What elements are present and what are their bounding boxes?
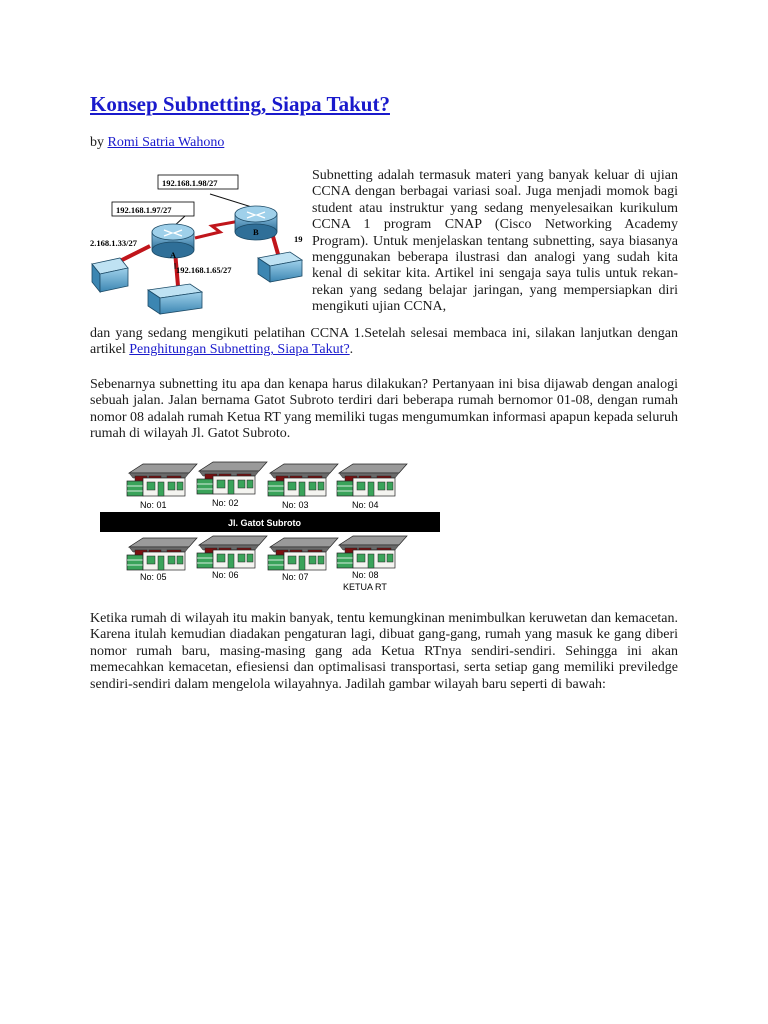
paragraph-2: Sebenarnya subnetting itu apa dan kenapa harus dilakukan? Pertanyaan ini bisa dijawab dengan analogi sebuah jalan. Jalan bernama Gatot Subroto terdiri dari beberapa rumah bernomor 01-08, dengan rumah nomor 08 adalah rumah Ketua RT yang memiliki tugas mengumumkan informasi apapun kepada seluruh rumah di wilayah Jl. Gatot Subroto. [90, 377, 678, 442]
house-label: No: 05 [140, 572, 167, 582]
house-icon [197, 462, 267, 494]
related-article-link[interactable]: Penghitungan Subnetting, Siapa Takut? [129, 342, 350, 358]
router-b-icon [235, 206, 277, 240]
ip-label-bottom: 192.168.1.65/27 [176, 265, 232, 275]
ip-label-left: 2.168.1.33/27 [90, 238, 137, 248]
ip-label-right: 19 [294, 234, 303, 244]
intro-paragraph-right: Subnetting adalah termasuk materi yang banyak keluar di ujian CCNA dengan berbagai variasi soal. Juga menjadi momok bagi student atau instruktur yang sedang menyelesaikan kurikulum CCNA 1 program CNAP (Cisco Networking Academy Program). Untuk menjelaskan tentang subnetting, saya biasanya menggunakan beberapa ilustrasi dan analogi yang sudah kita kenal di sekitar kita. Artikel ini sengaja saya tulis untuk rekan-rekan yang sedang belajar jaringan, yang mempersiapkan diri mengikuti ujian CCNA, [312, 168, 678, 315]
house-icon [127, 464, 197, 496]
street-name: Jl. Gatot Subroto [228, 518, 301, 528]
article-title-link[interactable]: Konsep Subnetting, Siapa Takut? [90, 92, 390, 116]
switch-bottom-icon [148, 284, 202, 314]
house-icon [268, 538, 338, 570]
top-houses [127, 462, 407, 510]
switch-left-icon [92, 258, 128, 292]
router-a-label: A [170, 250, 177, 260]
byline [90, 135, 224, 151]
ip-label-mid: 192.168.1.97/27 [116, 205, 172, 215]
house-label: No: 02 [212, 498, 239, 508]
intro-end: . [349, 342, 354, 358]
house-label: No: 07 [282, 572, 309, 582]
author-link[interactable]: Romi Satria Wahono [107, 135, 225, 150]
router-b-label: B [253, 227, 259, 237]
network-diagram [90, 166, 305, 316]
street-diagram [100, 458, 445, 598]
house-icon [337, 536, 407, 568]
ip-label-top: 192.168.1.98/27 [162, 178, 218, 188]
house-label: No: 06 [212, 570, 239, 580]
house-icon [197, 536, 267, 568]
house-label: No: 08 [352, 570, 379, 580]
bottom-houses [127, 536, 407, 592]
paragraph-3: Ketika rumah di wilayah itu makin banyak, tentu kemungkinan menimbulkan keruwetan dan kemacetan. Karena itulah kemudian diadakan pengaturan lagi, dibuat gang-gang, rumah yang masuk ke gang diberi nomor rumah baru, masing-masing gang ada Ketua RTnya sendiri-sendiri. Sehingga ini akan memecahkan kemacetan, efiesiensi dan optimalisasi transportasi, serta setiap gang memiliki previledge sendiri-sendiri dalam mengelola wilayahnya. Jadilah gambar wilayah baru seperti di bawah: [90, 611, 678, 692]
ketua-rt-label: KETUA RT [343, 582, 387, 592]
house-icon [127, 538, 197, 570]
house-icon [268, 464, 338, 496]
byline-prefix: by [90, 135, 108, 150]
router-a-icon [152, 224, 194, 260]
intro-paragraph-cont [90, 326, 678, 359]
house-label: No: 04 [352, 500, 379, 510]
house-icon [337, 464, 407, 496]
switch-right-icon [258, 252, 302, 282]
house-label: No: 03 [282, 500, 309, 510]
house-label: No: 01 [140, 500, 167, 510]
intro-text: dan yang sedang mengikuti pelatihan CCNA 1.Setelah selesai membaca ini, silakan lanjutkan dengan artikel [90, 326, 678, 358]
